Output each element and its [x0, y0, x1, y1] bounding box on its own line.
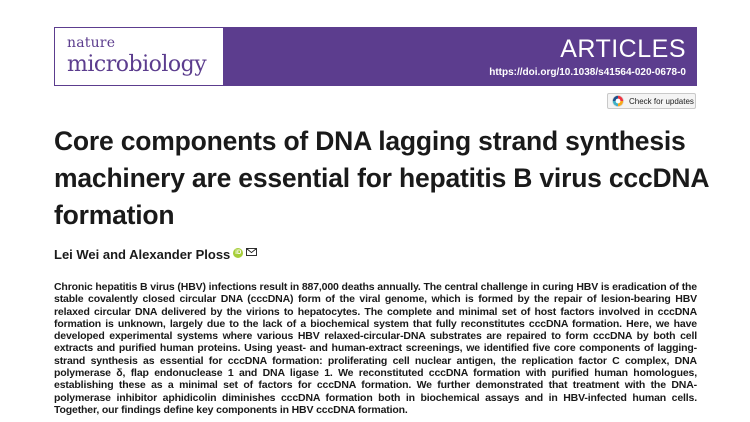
author-names: Lei Wei and Alexander Ploss	[54, 247, 231, 262]
mail-icon[interactable]	[246, 248, 257, 256]
section-label: ARTICLES	[560, 35, 686, 63]
author-line	[54, 247, 257, 262]
check-for-updates-button[interactable]	[607, 93, 696, 109]
doi-link[interactable]: https://doi.org/10.1038/s41564-020-0678-0	[489, 67, 686, 78]
crossmark-icon	[612, 95, 624, 107]
orcid-icon[interactable]: iD	[235, 249, 242, 256]
journal-logo-line1: nature	[67, 35, 116, 51]
section-banner	[223, 28, 696, 85]
abstract-text: Chronic hepatitis B virus (HBV) infections result in 887,000 deaths annually. The central challenge in curing HBV is eradication of the stable covalently closed circular DNA (cccDNA) form of the viral genome, which is formed by the repair of lesion-bearing HBV relaxed circular DNA delivered by the virions to hepatocytes. The complete and minimal set of host factors involved in cccDNA formation is unknown, largely due to the lack of a biochemical system that fully reconstitutes cccDNA formation. Here, we have developed experimental systems where various HBV relaxed-circular-DNA substrates are repaired to form cccDNA by both cell extracts and purified human proteins. Using yeast- and human-extract screenings, we identified five core components of lagging-strand synthesis as essential for cccDNA formation: proliferating cell nuclear antigen, the replication factor C complex, DNA polymerase δ, flap endonuclease 1 and DNA ligase 1. We reconstituted cccDNA formation with purified human homologues, establishing these as a minimal set of factors for cccDNA formation. We further demonstrated that treatment with the DNA-polymerase inhibitor aphidicolin diminishes cccDNA formation both in biochemical assays and in HBV-infected human cells. Together, our findings define key components in HBV cccDNA formation.	[54, 281, 697, 416]
check-for-updates-label: Check for updates	[629, 96, 694, 106]
journal-header	[54, 27, 697, 86]
journal-logo-line2: microbiology	[67, 52, 207, 77]
article-title: Core components of DNA lagging strand synthesis machinery are essential for hepatitis B virus cccDNA formation	[54, 126, 709, 230]
journal-logo[interactable]	[55, 28, 223, 85]
